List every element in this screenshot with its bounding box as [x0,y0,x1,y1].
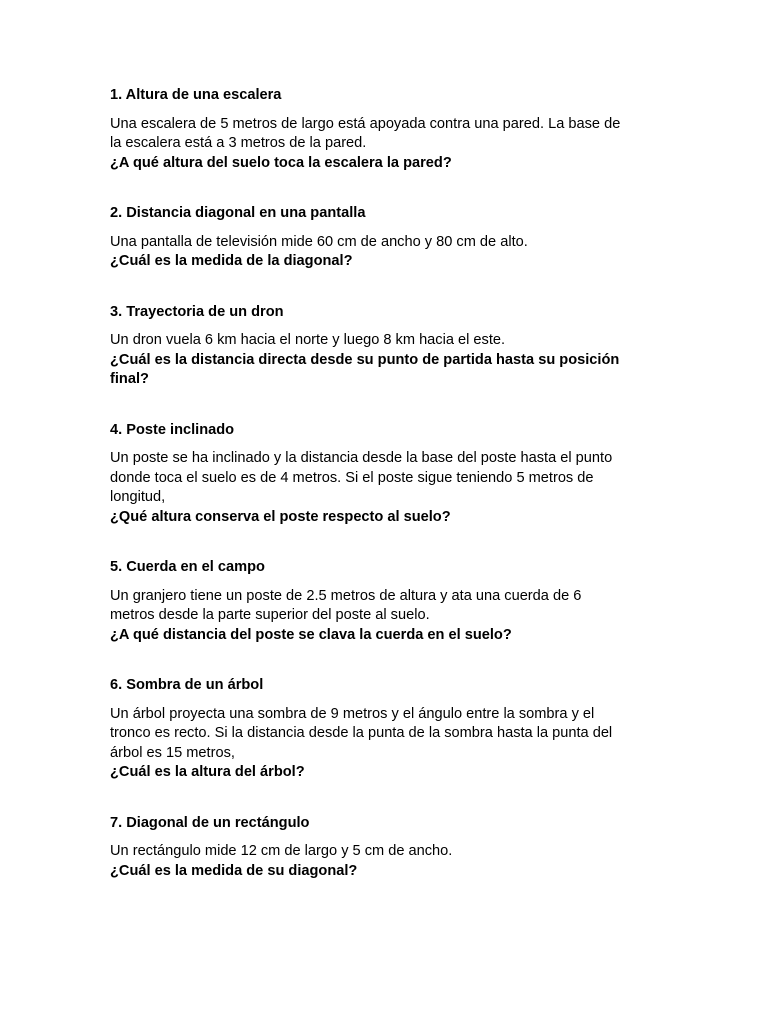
problem-question: ¿Cuál es la altura del árbol? [110,764,305,780]
problem-question: ¿Qué altura conserva el poste respecto al suelo? [110,508,451,525]
problem-title: 5. Cuerda en el campo [110,559,265,575]
problem-text: Una escalera de 5 metros de largo está apoyada contra una pared. La base de la escalera está a 3 metros de la pared. [110,115,621,151]
problem-text: Un granjero tiene un poste de 2.5 metros de altura y ata una cuerda de 6 metros desde la parte superior del poste al suelo. [110,587,582,623]
problem-title: 1. Altura de una escalera [110,87,282,103]
problem-4 [110,421,668,528]
problem-7 [110,814,668,882]
problem-3 [110,303,668,390]
problem-text: Un poste se ha inclinado y la distancia desde la base del poste hasta el punto donde toca el suelo es de 4 metros. Si el poste sigue teniendo 5 metros de longitud, [110,450,613,505]
problem-1 [110,86,668,173]
problem-question: ¿Cuál es la distancia directa desde su punto de partida hasta su posición final? [110,351,620,387]
problem-2 [110,204,668,272]
problem-5 [110,558,668,645]
problem-title: 7. Diagonal de un rectángulo [110,814,310,831]
problem-title: 4. Poste inclinado [110,421,235,438]
problem-title: 3. Trayectoria de un dron [110,303,284,320]
problem-question: ¿A qué distancia del poste se clava la cuerda en el suelo? [110,626,512,643]
problem-text: Una pantalla de televisión mide 60 cm de ancho y 80 cm de alto. [110,233,528,250]
problem-6 [110,676,668,783]
problem-title: 6. Sombra de un árbol [110,677,264,693]
problem-text: Un árbol proyecta una sombra de 9 metros y el ángulo entre la sombra y el tronco es recto. Si la distancia desde la punta de la sombra hasta la punta del árbol es 15 metros, [110,705,613,761]
problem-question: ¿Cuál es la medida de la diagonal? [110,253,353,269]
problem-text: Un rectángulo mide 12 cm de largo y 5 cm de ancho. [110,843,453,859]
problem-text: Un dron vuela 6 km hacia el norte y luego 8 km hacia el este. [110,332,506,348]
problem-title: 2. Distancia diagonal en una pantalla [110,205,366,221]
problem-question: ¿Cuál es la medida de su diagonal? [110,862,358,879]
problem-question: ¿A qué altura del suelo toca la escalera la pared? [110,154,452,171]
